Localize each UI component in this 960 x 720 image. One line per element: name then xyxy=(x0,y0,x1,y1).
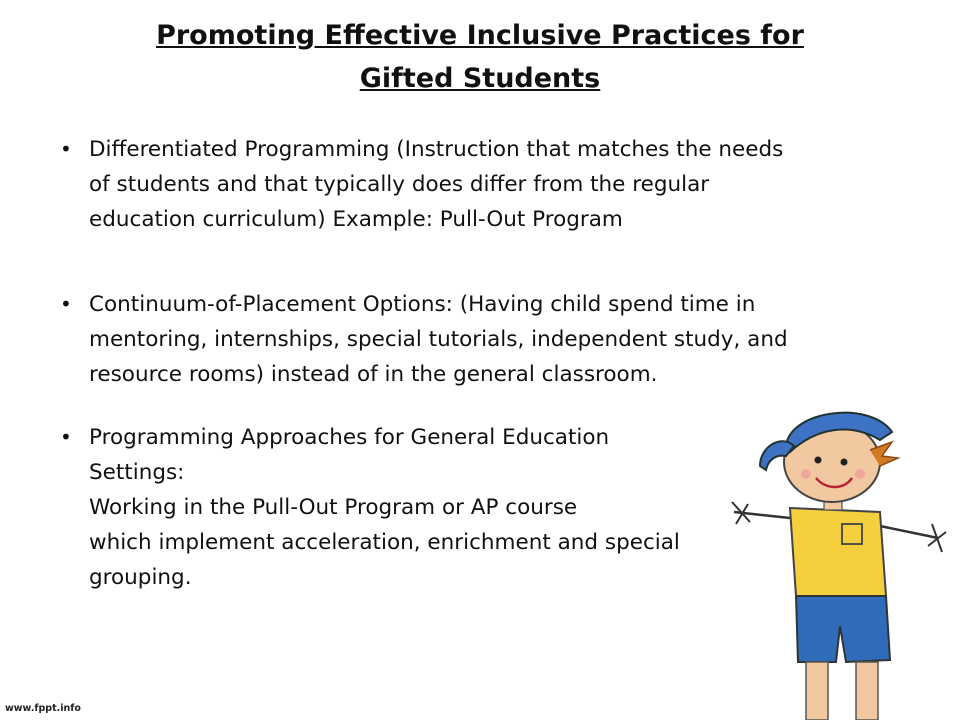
bullet-line: Settings: xyxy=(89,460,185,485)
bullet-line: grouping. xyxy=(89,565,192,590)
bullet-item xyxy=(60,287,910,392)
footer-url: www.fppt.info xyxy=(5,703,81,714)
bullet-line: Programming Approaches for General Education xyxy=(89,425,610,450)
title-line-1: Promoting Effective Inclusive Practices for xyxy=(156,20,804,51)
bullet-item xyxy=(60,132,910,237)
title-line-2: Gifted Students xyxy=(359,63,601,94)
bullet-line: which implement acceleration, enrichment and special xyxy=(89,530,680,555)
bullet-line: Continuum-of-Placement Options: (Having child spend time in xyxy=(89,292,756,317)
bullet-line: of students and that typically does differ from the regular xyxy=(89,172,710,197)
bullet-dot: • xyxy=(60,292,72,316)
bullet-dot: • xyxy=(60,137,72,161)
cartoon-boy-icon xyxy=(720,400,960,720)
bullet-line: Differentiated Programming (Instruction that matches the needs xyxy=(89,137,784,162)
bullet-dot: • xyxy=(60,425,72,449)
bullet-line: education curriculum) Example: Pull-Out Program xyxy=(89,207,623,232)
bullet-line: mentoring, internships, special tutorials, independent study, and xyxy=(89,327,788,352)
slide-title xyxy=(100,14,860,100)
bullet-line: resource rooms) instead of in the general classroom. xyxy=(89,362,658,387)
bullet-line: Working in the Pull-Out Program or AP course xyxy=(89,495,578,520)
